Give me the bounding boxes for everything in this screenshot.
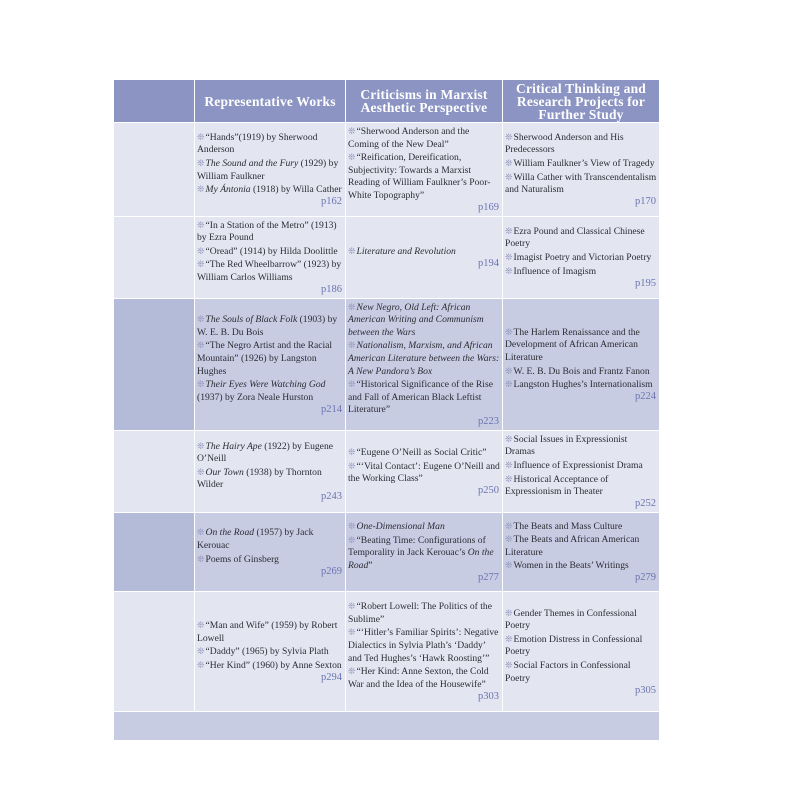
item-text: “Hands”(1919) by Sherwood Anderson bbox=[197, 131, 318, 156]
item-text: Sherwood Anderson and His Predecessors bbox=[505, 131, 624, 156]
bullet-icon: ❊ bbox=[197, 314, 205, 325]
bullet-icon: ❊ bbox=[348, 301, 356, 312]
item-text: “‘Hitler’s Familiar Spirits’: Negative Dialectics in Sylvia Plath’s ‘Daddy’ and Ted Hughes’s ‘Hawk Roosting’” bbox=[348, 627, 499, 664]
list-item bbox=[348, 301, 500, 340]
criticisms-cell bbox=[346, 298, 503, 430]
item-text: “Her Kind: Anne Sexton, the Cold War and the Idea of the Housewife” bbox=[348, 666, 489, 690]
item-text: (1938) by Thornton Wilder bbox=[197, 466, 322, 491]
list-item bbox=[197, 183, 343, 197]
bullet-icon: ❊ bbox=[197, 527, 205, 538]
item-text: Influence of Expressionist Drama bbox=[513, 460, 643, 472]
page-reference: p305 bbox=[635, 684, 656, 696]
works-cell bbox=[195, 430, 346, 512]
list-item bbox=[505, 633, 657, 659]
page-reference: p224 bbox=[635, 391, 656, 403]
item-text: W. E. B. Du Bois and Frantz Fanon bbox=[513, 365, 650, 377]
bullet-icon: ❊ bbox=[348, 245, 356, 256]
list-item bbox=[197, 440, 343, 466]
italic-title: On the Road bbox=[348, 547, 494, 571]
list-item bbox=[505, 265, 657, 279]
projects-cell bbox=[503, 298, 660, 430]
list-item bbox=[197, 339, 343, 378]
bullet-icon: ❊ bbox=[348, 446, 356, 457]
item-text: William Faulkner’s View of Tragedy bbox=[513, 157, 655, 169]
item-text: Ezra Pound and Classical Chinese Poetry bbox=[505, 225, 645, 250]
item-text: (1929) by William Faulkner bbox=[197, 157, 339, 182]
projects-cell bbox=[503, 430, 660, 512]
bullet-icon: ❊ bbox=[505, 157, 513, 168]
page-reference: p194 bbox=[478, 257, 499, 269]
bullet-icon: ❊ bbox=[197, 259, 205, 270]
item-text: Poems of Ginsberg bbox=[205, 553, 279, 565]
bullet-icon: ❊ bbox=[505, 433, 513, 444]
bullet-icon: ❊ bbox=[197, 219, 205, 230]
page-reference: p277 bbox=[478, 571, 499, 583]
page-reference: p303 bbox=[478, 690, 499, 702]
item-text: The Beats and African American Literature bbox=[505, 534, 640, 558]
italic-title: The Souls of Black Folk bbox=[205, 314, 298, 326]
list-item bbox=[505, 225, 657, 251]
table-row bbox=[114, 298, 660, 430]
list-item bbox=[348, 460, 500, 486]
table-row bbox=[114, 591, 660, 711]
header-representative-works: Representative Works bbox=[195, 80, 346, 123]
table-row bbox=[114, 430, 660, 512]
italic-title: One-Dimensional Man bbox=[356, 521, 445, 533]
page-reference: p294 bbox=[321, 671, 342, 683]
bullet-icon: ❊ bbox=[348, 601, 356, 612]
italic-title: Their Eyes Were Watching God bbox=[205, 379, 326, 391]
bullet-icon: ❊ bbox=[505, 607, 513, 618]
bullet-icon: ❊ bbox=[505, 534, 513, 545]
list-item bbox=[197, 313, 343, 339]
row-side-cell bbox=[114, 298, 195, 430]
italic-title: New Negro, Old Left: African American Writing and Communism between the Wars bbox=[348, 301, 484, 338]
page-reference: p250 bbox=[478, 485, 499, 497]
row-side-cell bbox=[114, 123, 195, 217]
page-reference: p162 bbox=[321, 196, 342, 208]
item-text: “Robert Lowell: The Politics of the Sublime” bbox=[348, 601, 492, 625]
page-reference: p252 bbox=[635, 498, 656, 510]
list-item bbox=[197, 526, 343, 552]
works-cell bbox=[195, 123, 346, 217]
works-cell bbox=[195, 298, 346, 430]
bullet-icon: ❊ bbox=[197, 466, 205, 477]
item-text: ” bbox=[368, 559, 373, 571]
bullet-icon: ❊ bbox=[505, 171, 513, 182]
row-side-cell bbox=[114, 216, 195, 298]
item-text: “Oread” (1914) by Hilda Doolittle bbox=[205, 245, 338, 257]
bullet-icon: ❊ bbox=[197, 659, 205, 670]
italic-title: The Hairy Ape bbox=[205, 440, 262, 452]
bullet-icon: ❊ bbox=[505, 265, 513, 276]
item-text: Imagist Poetry and Victorian Poetry bbox=[513, 252, 652, 264]
bullet-icon: ❊ bbox=[505, 365, 513, 376]
bullet-icon: ❊ bbox=[505, 633, 513, 644]
list-item bbox=[348, 378, 500, 417]
item-text: Social Issues in Expressionist Dramas bbox=[505, 433, 628, 458]
list-item bbox=[505, 378, 657, 392]
item-text: “Reification, Dereification, Subjectivity: Towards a Marxist Reading of William Faulkner’s Poor-White Topography” bbox=[348, 152, 491, 201]
bullet-icon: ❊ bbox=[348, 521, 356, 532]
bullet-icon: ❊ bbox=[197, 340, 205, 351]
item-text: “‘Vital Contact’: Eugene O’Neill and the Working Class” bbox=[348, 460, 500, 485]
table-row bbox=[114, 512, 660, 591]
criticisms-cell bbox=[346, 591, 503, 711]
list-item bbox=[348, 245, 500, 259]
bullet-icon: ❊ bbox=[505, 560, 513, 571]
item-text: “Her Kind” (1960) by Anne Sexton bbox=[205, 659, 342, 671]
works-cell bbox=[195, 216, 346, 298]
list-item bbox=[505, 251, 657, 265]
bullet-icon: ❊ bbox=[505, 473, 513, 484]
item-text: (1918) by Willa Cather bbox=[250, 184, 342, 196]
list-item bbox=[505, 459, 657, 473]
table-row bbox=[114, 123, 660, 217]
list-item bbox=[197, 659, 343, 673]
list-item bbox=[505, 326, 657, 365]
item-text: (1922) by Eugene O’Neill bbox=[197, 440, 333, 465]
page-reference: p214 bbox=[321, 403, 342, 415]
list-item bbox=[348, 665, 500, 691]
list-item bbox=[505, 473, 657, 499]
header-research-projects: Critical Thinking and Research Projects for Further Study bbox=[503, 80, 660, 123]
list-item bbox=[197, 157, 343, 183]
projects-cell bbox=[503, 512, 660, 591]
row-side-cell bbox=[114, 591, 195, 711]
row-side-cell bbox=[114, 430, 195, 512]
bullet-icon: ❊ bbox=[197, 646, 205, 657]
list-item bbox=[348, 534, 500, 573]
item-text: Langston Hughes’s Internationalism bbox=[513, 379, 653, 391]
table-row bbox=[114, 216, 660, 298]
list-item bbox=[505, 559, 657, 573]
item-text: Historical Acceptance of Expressionism in Theater bbox=[505, 473, 609, 498]
bullet-icon: ❊ bbox=[197, 184, 205, 195]
bullet-icon: ❊ bbox=[197, 620, 205, 631]
row-side-cell bbox=[114, 512, 195, 591]
page-reference: p223 bbox=[478, 416, 499, 428]
item-text: “Eugene O’Neill as Social Critic” bbox=[356, 446, 487, 458]
italic-title: Nationalism, Marxism, and African American Literature between the Wars: A New Pandora’s Box bbox=[348, 340, 500, 377]
page-reference: p170 bbox=[635, 196, 656, 208]
item-text: The Harlem Renaissance and the Development of African American Literature bbox=[505, 326, 640, 363]
bullet-icon: ❊ bbox=[348, 126, 356, 136]
footer-row bbox=[114, 711, 660, 740]
bullet-icon: ❊ bbox=[348, 627, 356, 638]
item-text: Gender Themes in Confessional Poetry bbox=[505, 607, 637, 632]
list-item bbox=[505, 433, 657, 459]
list-item bbox=[197, 466, 343, 492]
header-marxist-criticisms: Criticisms in Marxist Aesthetic Perspective bbox=[346, 80, 503, 123]
bullet-icon: ❊ bbox=[197, 553, 205, 564]
bullet-icon: ❊ bbox=[505, 131, 513, 142]
bullet-icon: ❊ bbox=[348, 379, 356, 390]
item-text: The Beats and Mass Culture bbox=[513, 520, 623, 532]
list-item bbox=[505, 533, 657, 559]
item-text: (1937) by Zora Neale Hurston bbox=[197, 391, 314, 403]
page-reference: p243 bbox=[321, 491, 342, 503]
criticisms-cell bbox=[346, 430, 503, 512]
italic-title: On the Road bbox=[205, 527, 255, 539]
page-reference: p186 bbox=[321, 283, 342, 295]
bullet-icon: ❊ bbox=[348, 534, 356, 545]
bullet-icon: ❊ bbox=[348, 460, 356, 471]
study-table bbox=[113, 79, 660, 741]
page-reference: p169 bbox=[478, 201, 499, 213]
list-item bbox=[348, 339, 500, 378]
bullet-icon: ❊ bbox=[505, 225, 513, 236]
list-item bbox=[348, 446, 500, 460]
bullet-icon: ❊ bbox=[505, 326, 513, 337]
item-text: “Man and Wife” (1959) by Robert Lowell bbox=[197, 620, 338, 644]
item-text: Willa Cather with Transcendentalism and Naturalism bbox=[505, 171, 657, 196]
item-text: “Sherwood Anderson and the Coming of the New Deal” bbox=[348, 126, 470, 150]
list-item bbox=[197, 131, 343, 157]
bullet-icon: ❊ bbox=[197, 245, 205, 256]
bullet-icon: ❊ bbox=[505, 460, 513, 471]
footer-band bbox=[114, 711, 660, 740]
works-cell bbox=[195, 512, 346, 591]
item-text: Women in the Beats’ Writings bbox=[513, 560, 629, 572]
list-item bbox=[197, 553, 343, 567]
list-item bbox=[348, 151, 500, 202]
list-item bbox=[197, 219, 343, 245]
bullet-icon: ❊ bbox=[348, 152, 356, 163]
projects-cell bbox=[503, 216, 660, 298]
bullet-icon: ❊ bbox=[348, 666, 356, 677]
list-item bbox=[348, 125, 500, 151]
bullet-icon: ❊ bbox=[197, 157, 205, 168]
item-text: “Historical Significance of the Rise and Fall of American Black Leftist Literature” bbox=[348, 379, 493, 416]
projects-cell bbox=[503, 123, 660, 217]
header-blank bbox=[114, 80, 195, 123]
item-text: Emotion Distress in Confessional Poetry bbox=[505, 633, 643, 658]
item-text: (1957) by Jack Kerouac bbox=[197, 527, 314, 552]
item-text: “The Negro Artist and the Racial Mountain” (1926) by Langston Hughes bbox=[197, 340, 333, 377]
item-text: “In a Station of the Metro” (1913) by Ezra Pound bbox=[197, 219, 337, 244]
list-item bbox=[197, 258, 343, 284]
page-reference: p195 bbox=[635, 277, 656, 289]
list-item bbox=[348, 626, 500, 665]
bullet-icon: ❊ bbox=[348, 340, 356, 351]
item-text: “The Red Wheelbarrow” (1923) by William Carlos Williams bbox=[197, 259, 342, 283]
list-item bbox=[197, 378, 343, 404]
bullet-icon: ❊ bbox=[197, 440, 205, 451]
list-item bbox=[348, 520, 500, 534]
list-item bbox=[505, 365, 657, 379]
bullet-icon: ❊ bbox=[505, 252, 513, 263]
italic-title: My Ántonia bbox=[205, 184, 251, 196]
italic-title: Our Town bbox=[205, 466, 244, 478]
page-reference: p279 bbox=[635, 572, 656, 584]
item-text: “Daddy” (1965) by Sylvia Plath bbox=[205, 646, 329, 658]
list-item bbox=[505, 131, 657, 157]
bullet-icon: ❊ bbox=[197, 379, 205, 390]
list-item bbox=[505, 171, 657, 197]
item-text: Influence of Imagism bbox=[513, 265, 597, 277]
works-cell bbox=[195, 591, 346, 711]
bullet-icon: ❊ bbox=[505, 379, 513, 390]
italic-title: Literature and Revolution bbox=[356, 245, 456, 257]
list-item bbox=[505, 520, 657, 534]
italic-title: The Sound and the Fury bbox=[205, 157, 299, 169]
criticisms-cell bbox=[346, 216, 503, 298]
bullet-icon: ❊ bbox=[505, 520, 513, 531]
criticisms-cell bbox=[346, 512, 503, 591]
page-reference: p269 bbox=[321, 565, 342, 577]
list-item bbox=[197, 619, 343, 645]
list-item bbox=[505, 607, 657, 633]
bullet-icon: ❊ bbox=[505, 659, 513, 670]
list-item bbox=[348, 600, 500, 626]
list-item bbox=[197, 645, 343, 659]
bullet-icon: ❊ bbox=[197, 131, 205, 142]
item-text: (1903) by W. E. B. Du Bois bbox=[197, 314, 338, 338]
item-text: “Beating Time: Configurations of Temporality in Jack Kerouac’s bbox=[348, 534, 486, 559]
list-item bbox=[505, 659, 657, 685]
item-text: Social Factors in Confessional Poetry bbox=[505, 659, 631, 684]
list-item bbox=[197, 245, 343, 259]
list-item bbox=[505, 157, 657, 171]
criticisms-cell bbox=[346, 123, 503, 217]
header-row bbox=[114, 80, 660, 123]
projects-cell bbox=[503, 591, 660, 711]
